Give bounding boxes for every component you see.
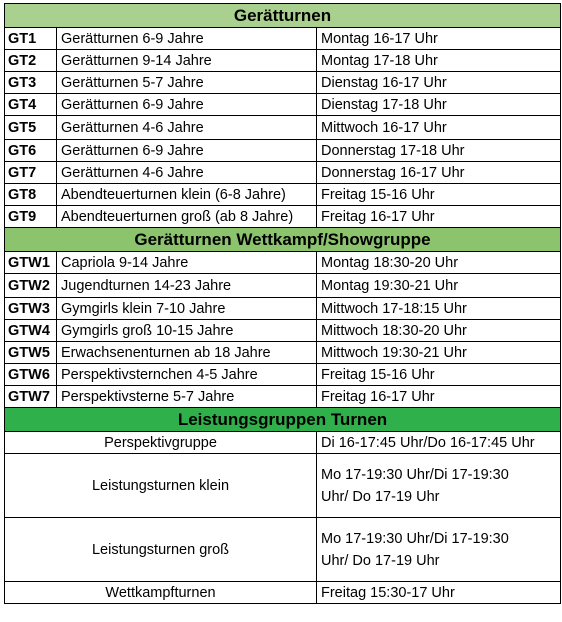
- table-row: [5, 50, 561, 72]
- group-time: Montag 19:30-21 Uhr: [317, 274, 561, 298]
- group-time: Freitag 15:30-17 Uhr: [317, 582, 561, 604]
- group-name: Gerätturnen 4-6 Jahre: [57, 116, 317, 140]
- group-code: GT5: [5, 116, 57, 140]
- group-code: GT2: [5, 50, 57, 72]
- group-name: Capriola 9-14 Jahre: [57, 252, 317, 274]
- group-name: Jugendturnen 14-23 Jahre: [57, 274, 317, 298]
- group-time: Mittwoch 19:30-21 Uhr: [317, 342, 561, 364]
- group-time: Dienstag 16-17 Uhr: [317, 72, 561, 94]
- group-code: GT9: [5, 206, 57, 228]
- table-row: [5, 386, 561, 408]
- group-time: Dienstag 17-18 Uhr: [317, 94, 561, 116]
- group-name: Abendteuerturnen klein (6-8 Jahre): [57, 184, 317, 206]
- group-name: Wettkampfturnen: [5, 582, 317, 604]
- table-row: [5, 116, 561, 140]
- time-line: Mo 17-19:30 Uhr/Di 17-19:30: [321, 530, 509, 547]
- table-row: [5, 140, 561, 162]
- schedule-sheet: [4, 3, 560, 604]
- group-time: Mittwoch 16-17 Uhr: [317, 116, 561, 140]
- time-line: Mo 17-19:30 Uhr/Di 17-19:30: [321, 466, 509, 483]
- table-row: [5, 252, 561, 274]
- group-code: GTW5: [5, 342, 57, 364]
- table-row: [5, 342, 561, 364]
- group-name: Perspektivsternchen 4-5 Jahre: [57, 364, 317, 386]
- group-code: GTW2: [5, 274, 57, 298]
- group-name: Erwachsenenturnen ab 18 Jahre: [57, 342, 317, 364]
- group-name: Gymgirls klein 7-10 Jahre: [57, 298, 317, 320]
- group-time: Freitag 16-17 Uhr: [317, 386, 561, 408]
- table-row: [5, 454, 561, 518]
- table-row: [5, 364, 561, 386]
- group-time: [317, 518, 561, 582]
- group-code: GT8: [5, 184, 57, 206]
- group-code: GTW7: [5, 386, 57, 408]
- group-time: Donnerstag 16-17 Uhr: [317, 162, 561, 184]
- table-row: [5, 518, 561, 582]
- table-row: [5, 72, 561, 94]
- group-code: GT6: [5, 140, 57, 162]
- group-time: Freitag 15-16 Uhr: [317, 364, 561, 386]
- group-code: GT3: [5, 72, 57, 94]
- group-code: GT1: [5, 28, 57, 50]
- time-line: Uhr/ Do 17-19 Uhr: [321, 552, 440, 569]
- group-name: Gerätturnen 9-14 Jahre: [57, 50, 317, 72]
- group-name: Leistungsturnen klein: [5, 454, 317, 518]
- group-name: Perspektivgruppe: [5, 432, 317, 454]
- group-time: Di 16-17:45 Uhr/Do 16-17:45 Uhr: [317, 432, 561, 454]
- section-header-leistungsgruppen: Leistungsgruppen Turnen: [5, 408, 561, 432]
- group-code: GTW4: [5, 320, 57, 342]
- table-row: [5, 320, 561, 342]
- group-name: Perspektivsterne 5-7 Jahre: [57, 386, 317, 408]
- group-name: Gymgirls groß 10-15 Jahre: [57, 320, 317, 342]
- schedule-table: [4, 3, 561, 604]
- table-row: [5, 206, 561, 228]
- section-header-geraetturnen: Gerätturnen: [5, 4, 561, 28]
- group-name: Gerätturnen 6-9 Jahre: [57, 94, 317, 116]
- group-time: Mittwoch 17-18:15 Uhr: [317, 298, 561, 320]
- table-row: [5, 298, 561, 320]
- group-time: Freitag 15-16 Uhr: [317, 184, 561, 206]
- group-name: Gerätturnen 6-9 Jahre: [57, 140, 317, 162]
- group-code: GT4: [5, 94, 57, 116]
- group-time: Montag 18:30-20 Uhr: [317, 252, 561, 274]
- table-row: [5, 582, 561, 604]
- group-time: Montag 17-18 Uhr: [317, 50, 561, 72]
- time-line: Uhr/ Do 17-19 Uhr: [321, 488, 440, 505]
- group-name: Leistungsturnen groß: [5, 518, 317, 582]
- table-row: [5, 274, 561, 298]
- table-row: [5, 162, 561, 184]
- table-row: [5, 94, 561, 116]
- table-row: [5, 184, 561, 206]
- group-name: Gerätturnen 4-6 Jahre: [57, 162, 317, 184]
- group-time: Donnerstag 17-18 Uhr: [317, 140, 561, 162]
- group-time: Mittwoch 18:30-20 Uhr: [317, 320, 561, 342]
- group-name: Gerätturnen 5-7 Jahre: [57, 72, 317, 94]
- group-code: GTW3: [5, 298, 57, 320]
- group-code: GT7: [5, 162, 57, 184]
- table-row: [5, 432, 561, 454]
- table-row: [5, 28, 561, 50]
- group-time: Montag 16-17 Uhr: [317, 28, 561, 50]
- group-name: Abendteuerturnen groß (ab 8 Jahre): [57, 206, 317, 228]
- group-time: Freitag 16-17 Uhr: [317, 206, 561, 228]
- group-name: Gerätturnen 6-9 Jahre: [57, 28, 317, 50]
- section-header-wettkampf-showgruppe: Gerätturnen Wettkampf/Showgruppe: [5, 228, 561, 252]
- group-code: GTW1: [5, 252, 57, 274]
- group-code: GTW6: [5, 364, 57, 386]
- group-time: [317, 454, 561, 518]
